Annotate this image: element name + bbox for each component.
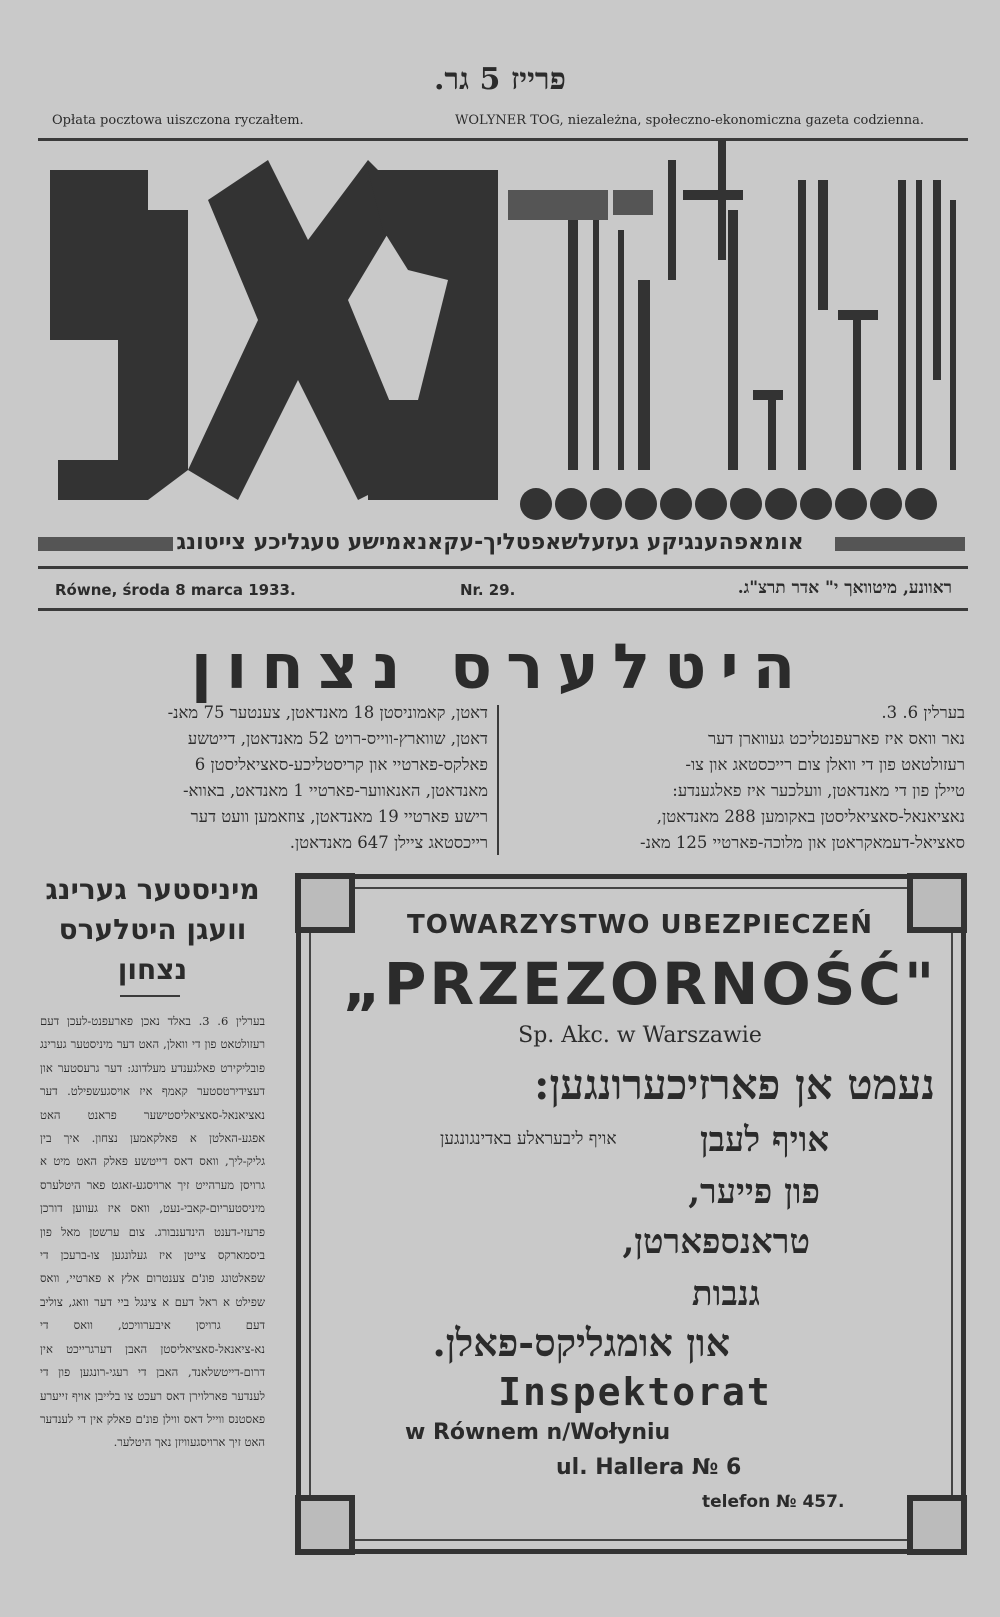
masthead-dots xyxy=(520,488,937,520)
price-label: פרייז 5 גר. xyxy=(433,62,566,97)
ad-street-address: ul. Hallera № 6 xyxy=(556,1455,742,1480)
article-line: רישע פארטיי 19 מאנדאטן, צוזאמען וועט דער xyxy=(190,807,488,826)
ad-accepts-heading: נעמט אן פארזיכערונגען: xyxy=(534,1060,935,1109)
rule-date-top xyxy=(38,566,968,569)
article-line: סאציאל-דעמאקראטן און מלוכה-פארטיי 125 מאנ- xyxy=(640,833,965,852)
ad-life-terms: אויף ליבעראלע באדינגונגען xyxy=(440,1129,617,1149)
article-line: דאטן, קאמוניסטן 18 מאנדאטן, צענטער 75 מאנ- xyxy=(167,703,488,722)
newspaper-subtitle: אומאפהענגיקע געזעלשאפטליך-עקאנאמישע טעגליכע צייטונג xyxy=(176,530,804,555)
page-headline: היטלערס נצחון xyxy=(190,630,810,703)
article-line: פאלקס-פארטיי און קריסטליכע-סאציאליסטן 6 xyxy=(194,755,488,774)
ad-phone: telefon № 457. xyxy=(702,1492,845,1512)
side-article-rule xyxy=(120,995,180,997)
article-line: דאטן, שווארץ-ווייס-רויט 52 מאנדאטן, דייטשע xyxy=(187,729,488,748)
newspaper-description: WOLYNER TOG, niezależna, społeczno-ekonomiczna gazeta codzienna. xyxy=(455,113,925,128)
issue-number: Nr. 29. xyxy=(460,581,516,599)
article-line: נאר וואס איז פארעפנטליכט געווארן דער xyxy=(707,729,965,748)
article-line: רייכסטאג ציילן 647 מאנדאטן. xyxy=(289,833,488,852)
masthead-logo-art xyxy=(38,140,968,530)
ad-company-name: „PRZEZORNOŚĆ" xyxy=(342,950,938,1018)
ad-corner-ornament xyxy=(907,1495,967,1555)
article-line: בערלין 6. 3. xyxy=(881,703,965,722)
ad-fire: פון פייער, xyxy=(688,1172,820,1212)
ad-legal-form: Sp. Akc. w Warszawie xyxy=(518,1023,762,1048)
article-line: נאציאנאל-סאציאליסטן באקומען 288 מאנדאטן, xyxy=(656,807,965,826)
masthead-logo xyxy=(38,140,968,540)
article-right-column xyxy=(505,700,965,856)
ad-corner-ornament xyxy=(295,1495,355,1555)
date-yiddish: ראוונע, מיטוואך י" אדר תרצ"ג. xyxy=(737,578,952,598)
ad-life: אויף לעבן xyxy=(700,1120,830,1160)
article-line: מאנדאטן, האנאווער-פארטיי 1 מאנדאט, באווא- xyxy=(182,781,488,800)
subtitle-ornament-right xyxy=(835,537,965,551)
ad-transport: טראנספארטן, xyxy=(622,1222,810,1262)
ad-theft: גנבות xyxy=(691,1274,760,1314)
ad-accidents: און אומגליקס-פאלן. xyxy=(432,1320,730,1365)
ad-city: w Równem n/Wołyniu xyxy=(405,1420,671,1445)
article-line: רעזולטאט פון די וואלן צום רייכסטאג און צו- xyxy=(685,755,965,774)
ad-inspectorate: Inspektorat xyxy=(498,1370,772,1414)
side-article-body: בערלין 6. 3. באלד נאכן פארעפנט-לעכן דעם רעזולטאט פון די וואלן, האט דער מיניסטער גערינג פובליקירט פאלגענדע מעלדונג: דער גרעסטער און דעצידירטסטער קאמף איז אויסגעשפילט. דער נאציאנאל-סאציאליסטישער פראנט האט אפגע-האלטן א פאלקאמען נצחון. איך בין גליק-ליך, וואס דאס דייטשע פאלק האט מיט א גרויסן מערהייט זיך ארויסגע-זאגט פאר היטלערס מיניסטעריום-קאבי-נעט, וואס איז געווען דורכן פרעזי-דענט הינדענבורג. צום ערשטן מאל פון ביסמארקס צייטן איז געלונגען צו-ברעכן די שפאלטונג פונ'ם צענטרום אלץ א פארטיי, וואס שפילט א ראל דעם א צינגל ביי דער וואג, צוליב דעם גרויסן איבערוויכט, וואס די נא-ציאנאל-סאציאליסטן האבן דערגרייכט אין דרום-דייטשלאנד, האבן די רעגי-רונגען פון די לענדער פארלוירן דאס רעכט צו בלייבן אויף זייערע פאסטנס ווייל דאס ווילן פונ'ם פאלק אין די לענדער האט זיך ארויסגעוויזן נאך היטלער. xyxy=(40,1014,265,1450)
side-article-headline: מיניסטער גערינג וועגן היטלערס נצחון xyxy=(45,873,260,986)
postal-note: Opłata pocztowa uiszczona ryczałtem. xyxy=(52,113,304,128)
column-divider xyxy=(497,705,499,855)
ad-company-type: TOWARZYSTWO UBEZPIECZEŃ xyxy=(407,910,873,940)
date-polish: Równe, środa 8 marca 1933. xyxy=(55,581,296,599)
subtitle-ornament-left xyxy=(38,537,173,551)
article-line: טיילן פון די מאנדאטן, וועלכער איז פאלגענדע: xyxy=(672,781,965,800)
article-left-column xyxy=(40,700,488,856)
rule-date-bottom xyxy=(38,608,968,611)
ad-corner-ornament xyxy=(295,873,355,933)
